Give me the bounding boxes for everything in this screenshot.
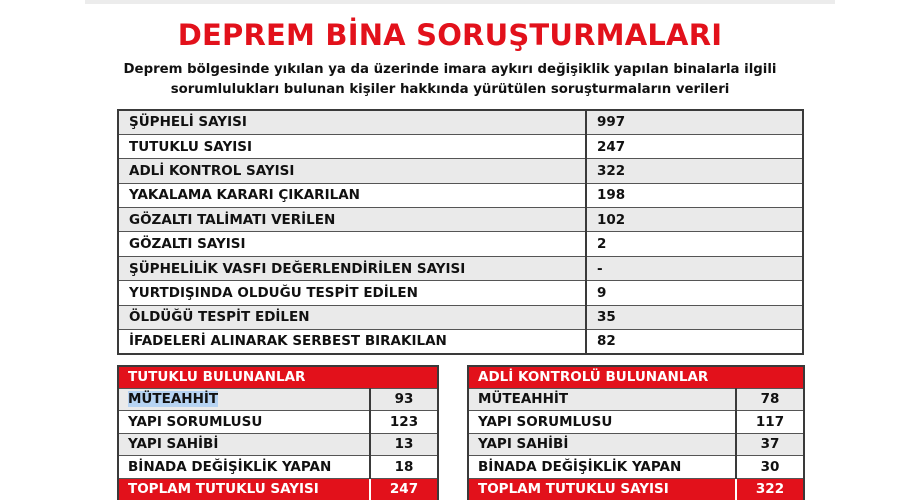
total-value: 247 xyxy=(370,478,438,500)
row-value: 2 xyxy=(586,232,803,256)
subtitle xyxy=(0,60,900,100)
table-row xyxy=(468,456,804,479)
row-value: 82 xyxy=(586,330,803,354)
row-value: 102 xyxy=(586,208,803,232)
row-label: MÜTEAHHİT xyxy=(468,388,736,411)
table-row xyxy=(118,134,803,158)
total-value: 322 xyxy=(736,478,804,500)
table-row xyxy=(118,305,803,329)
table-row xyxy=(118,388,438,411)
table-row xyxy=(118,330,803,354)
row-value: - xyxy=(586,256,803,280)
table-row xyxy=(118,183,803,207)
table-row xyxy=(118,411,438,434)
subtitle-line-2: sorumlulukları bulunan kişiler hakkında yürütülen soruşturmaların verileri xyxy=(170,82,730,97)
table-header-label: ADLİ KONTROLÜ BULUNANLAR xyxy=(468,366,804,388)
table-row xyxy=(118,456,438,479)
row-value: 198 xyxy=(586,183,803,207)
row-value: 37 xyxy=(736,433,804,456)
row-label: YAPI SAHİBİ xyxy=(118,433,370,456)
row-label: YAKALAMA KARARI ÇIKARILAN xyxy=(118,183,586,207)
table-header xyxy=(118,366,438,388)
row-label: İFADELERİ ALINARAK SERBEST BIRAKILAN xyxy=(118,330,586,354)
table-row xyxy=(118,256,803,280)
row-value: 35 xyxy=(586,305,803,329)
row-label: YAPI SAHİBİ xyxy=(468,433,736,456)
judicial-control-breakdown-table xyxy=(467,365,805,500)
table-row xyxy=(468,411,804,434)
row-label: YURTDIŞINDA OLDUĞU TESPİT EDİLEN xyxy=(118,281,586,305)
row-label: BİNADA DEĞİŞİKLİK YAPAN xyxy=(468,456,736,479)
row-value: 247 xyxy=(586,134,803,158)
table-row xyxy=(118,110,803,134)
row-value: 9 xyxy=(586,281,803,305)
total-row xyxy=(468,478,804,500)
row-label: ADLİ KONTROL SAYISI xyxy=(118,159,586,183)
row-value: 78 xyxy=(736,388,804,411)
row-value: 18 xyxy=(370,456,438,479)
row-label: BİNADA DEĞİŞİKLİK YAPAN xyxy=(118,456,370,479)
table-header xyxy=(468,366,804,388)
row-value: 117 xyxy=(736,411,804,434)
table-header-label: TUTUKLU BULUNANLAR xyxy=(118,366,438,388)
total-row xyxy=(118,478,438,500)
row-value: 123 xyxy=(370,411,438,434)
table-row xyxy=(118,208,803,232)
table-row xyxy=(118,281,803,305)
table-row xyxy=(118,232,803,256)
table-row xyxy=(468,433,804,456)
selected-text[interactable]: MÜTEAHHİT xyxy=(128,391,219,408)
row-label: ŞÜPHELİLİK VASFI DEĞERLENDİRİLEN SAYISI xyxy=(118,256,586,280)
row-label[interactable] xyxy=(118,388,370,411)
row-label: TUTUKLU SAYISI xyxy=(118,134,586,158)
table-row xyxy=(118,159,803,183)
investigation-stats-table xyxy=(117,109,804,355)
row-value: 93 xyxy=(370,388,438,411)
row-label: ŞÜPHELİ SAYISI xyxy=(118,110,586,134)
row-value: 13 xyxy=(370,433,438,456)
row-value: 322 xyxy=(586,159,803,183)
total-label: TOPLAM TUTUKLU SAYISI xyxy=(468,478,736,500)
top-divider xyxy=(85,0,835,4)
row-label: YAPI SORUMLUSU xyxy=(118,411,370,434)
row-value: 30 xyxy=(736,456,804,479)
row-label: ÖLDÜĞÜ TESPİT EDİLEN xyxy=(118,305,586,329)
page-title: DEPREM BİNA SORUŞTURMALARI xyxy=(177,18,723,52)
table-row xyxy=(118,433,438,456)
row-label: GÖZALTI SAYISI xyxy=(118,232,586,256)
row-value: 997 xyxy=(586,110,803,134)
row-label: GÖZALTI TALİMATI VERİLEN xyxy=(118,208,586,232)
arrested-breakdown-table xyxy=(117,365,439,500)
subtitle-line-1: Deprem bölgesinde yıkılan ya da üzerinde imara aykırı değişiklik yapılan binalarla ilgili xyxy=(123,62,777,77)
row-label: YAPI SORUMLUSU xyxy=(468,411,736,434)
table-row xyxy=(468,388,804,411)
total-label: TOPLAM TUTUKLU SAYISI xyxy=(118,478,370,500)
